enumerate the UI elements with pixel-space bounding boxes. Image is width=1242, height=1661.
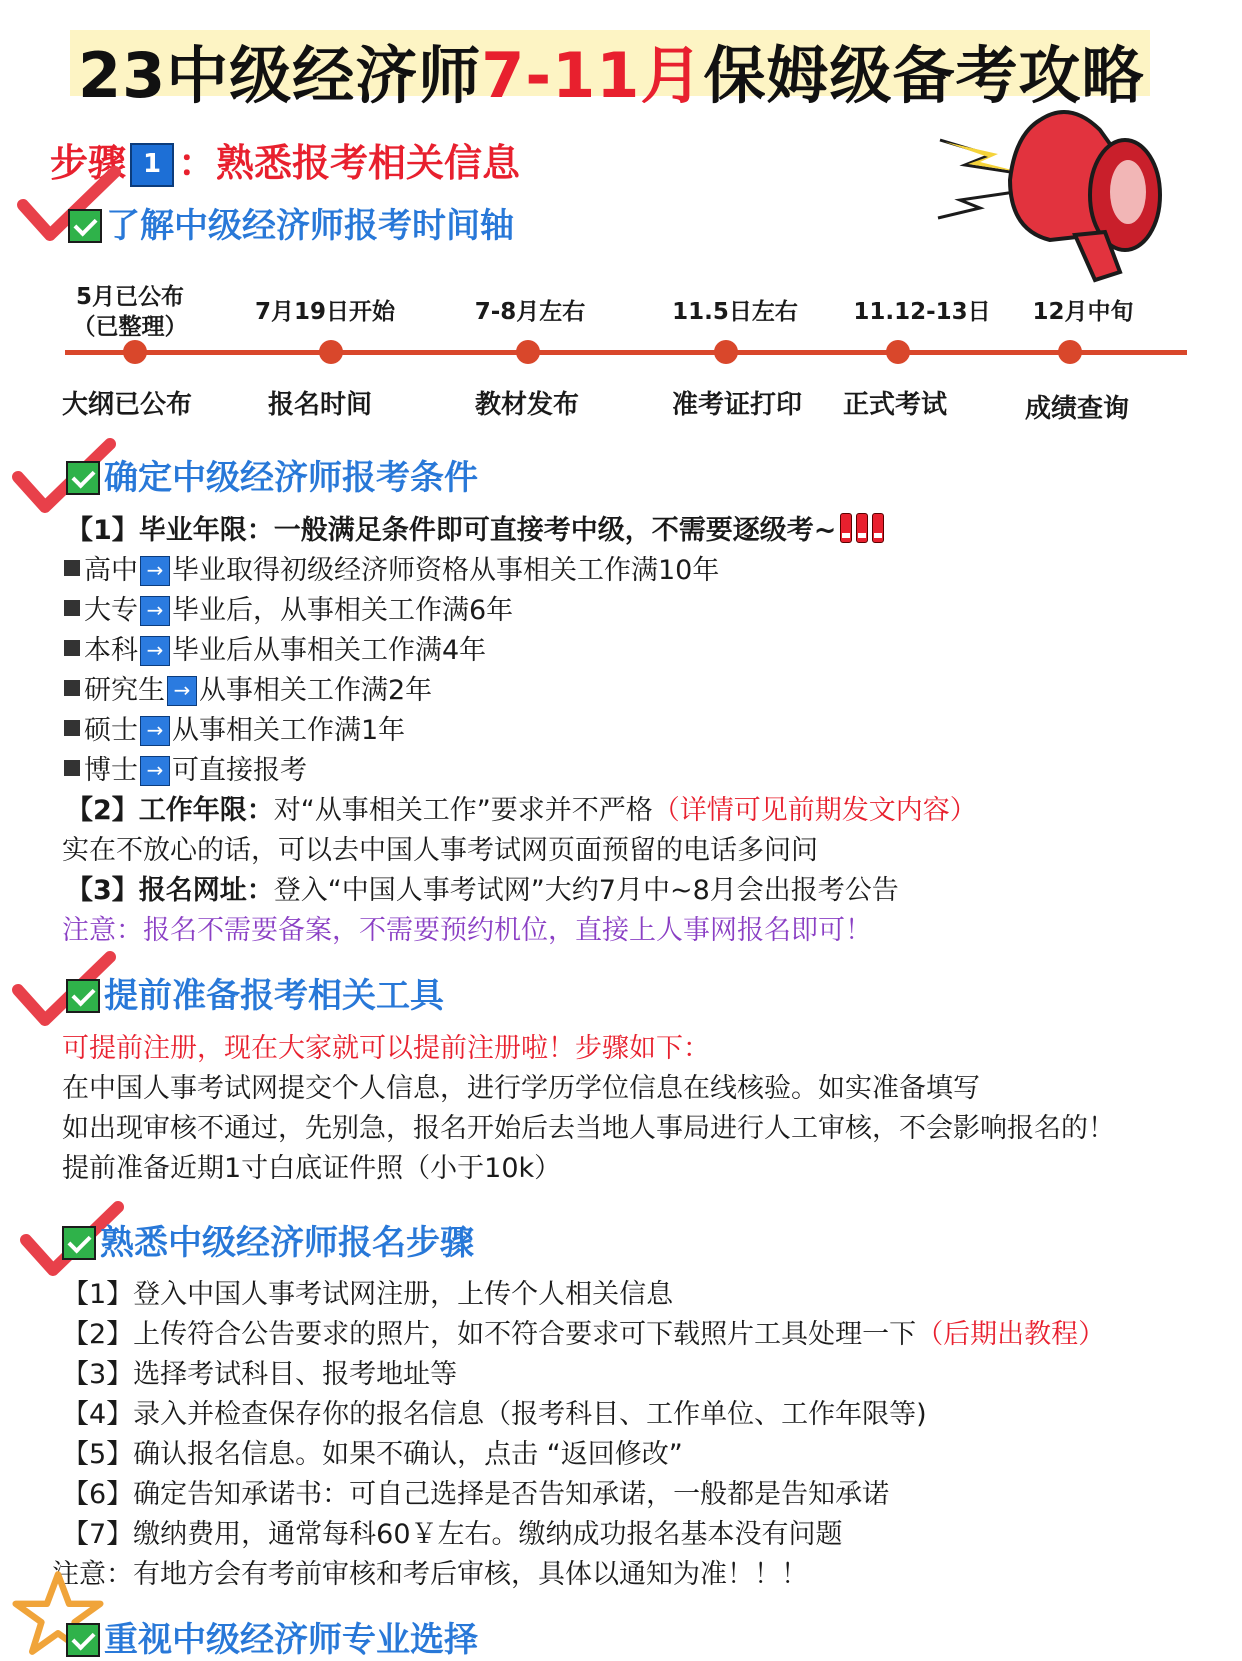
timeline-event: 正式考试 xyxy=(843,390,948,420)
check-icon xyxy=(66,979,100,1013)
signup-step: 【3】选择考试科目、报考地址等 xyxy=(62,1359,458,1390)
condition-item-2-detail: 实在不放心的话，可以去中国人事考试网页面预留的电话多问问 xyxy=(62,835,818,866)
education-row: 本科 → 毕业后从事相关工作满4年 xyxy=(64,632,486,670)
arrow-right-icon: → xyxy=(140,756,170,786)
tools-register-note: 可提前注册，现在大家就可以提前注册啦！步骤如下： xyxy=(62,1033,710,1064)
section-heading-conditions: 确定中级经济师报考条件 xyxy=(66,450,478,499)
arrow-right-icon: → xyxy=(140,556,170,586)
exclamation-icon xyxy=(856,513,868,543)
exclamation-icon xyxy=(840,513,852,543)
exclamation-icon xyxy=(872,513,884,543)
signup-step: 【2】上传符合公告要求的照片，如不符合要求可下载照片工具处理一下（后期出教程） xyxy=(62,1319,1106,1350)
megaphone-icon xyxy=(920,100,1220,290)
education-row: 博士 → 可直接报考 xyxy=(64,752,307,790)
arrow-right-icon: → xyxy=(140,636,170,666)
timeline-event: 大纲已公布 xyxy=(62,390,193,420)
tools-line: 在中国人事考试网提交个人信息，进行学历学位信息在线核验。如实准备填写 xyxy=(62,1073,980,1104)
education-row: 硕士 → 从事相关工作满1年 xyxy=(64,712,405,750)
arrow-right-icon: → xyxy=(140,596,170,626)
section-heading-major: 重视中级经济师专业选择 xyxy=(66,1612,478,1661)
condition-item-2: 【2】工作年限：对“从事相关工作”要求并不严格（详情可见前期发文内容） xyxy=(66,795,977,826)
education-row: 研究生 → 从事相关工作满2年 xyxy=(64,672,432,710)
timeline-dot xyxy=(714,340,738,364)
condition-note: 注意：报名不需要备案，不需要预约机位，直接上人事网报名即可！ xyxy=(62,915,872,946)
arrow-right-icon: → xyxy=(167,676,197,706)
arrow-right-icon: → xyxy=(140,716,170,746)
tools-line: 提前准备近期1寸白底证件照（小于10k） xyxy=(62,1153,562,1184)
section-heading-steps: 熟悉中级经济师报名步骤 xyxy=(62,1215,474,1264)
timeline-event: 准考证打印 xyxy=(672,390,803,420)
section-heading-timeline: 了解中级经济师报考时间轴 xyxy=(68,198,514,247)
tools-line: 如出现审核不通过，先别急，报名开始后去当地人事局进行人工审核，不会影响报名的！ xyxy=(62,1113,1115,1144)
timeline-dot xyxy=(516,340,540,364)
condition-item-1: 【1】毕业年限：一般满足条件即可直接考中级，不需要逐级考~ xyxy=(66,512,884,550)
signup-step: 【5】确认报名信息。如果不确认，点击 “返回修改” xyxy=(62,1439,683,1470)
timeline-date-3: 7-8月左右 xyxy=(474,299,586,325)
check-icon xyxy=(62,1226,96,1260)
timeline-date-1: 5月已公布 （已整理） xyxy=(72,284,188,340)
signup-step: 【6】确定告知承诺书：可自己选择是否告知承诺，一般都是告知承诺 xyxy=(62,1479,890,1510)
step-heading: 步骤 1 ：熟悉报考相关信息 xyxy=(50,141,521,185)
education-row: 大专 → 毕业后，从事相关工作满6年 xyxy=(64,592,513,630)
timeline-dot xyxy=(319,340,343,364)
timeline-dot xyxy=(886,340,910,364)
check-icon xyxy=(66,461,100,495)
timeline-date-5: 11.12-13日 xyxy=(853,299,991,325)
signup-step: 【4】录入并检查保存你的报名信息（报考科目、工作单位、工作年限等) xyxy=(62,1399,927,1430)
timeline-date-2: 7月19日开始 xyxy=(254,299,395,325)
signup-step: 【7】缴纳费用，通常每科60￥左右。缴纳成功报名基本没有问题 xyxy=(62,1519,843,1550)
timeline-line xyxy=(65,350,1187,355)
timeline-event: 教材发布 xyxy=(475,390,580,420)
timeline-date-4: 11.5日左右 xyxy=(672,299,798,325)
timeline-event: 成绩查询 xyxy=(1025,394,1130,424)
signup-note: 注意：有地方会有考前审核和考后审核，具体以通知为准！！！ xyxy=(52,1559,808,1590)
timeline-dot xyxy=(1058,340,1082,364)
timeline-dot xyxy=(123,340,147,364)
section-heading-tools: 提前准备报考相关工具 xyxy=(66,968,444,1017)
timeline-date-6: 12月中旬 xyxy=(1032,299,1134,325)
signup-step: 【1】登入中国人事考试网注册，上传个人相关信息 xyxy=(62,1279,674,1310)
check-icon xyxy=(68,209,102,243)
education-row: 高中 → 毕业取得初级经济师资格从事相关工作满10年 xyxy=(64,552,719,590)
check-icon xyxy=(66,1623,100,1657)
condition-item-3: 【3】报名网址：登入“中国人事考试网”大约7月中~8月会出报考公告 xyxy=(66,875,899,906)
page-title: 23中级经济师7-11月保姆级备考攻略 xyxy=(78,39,1145,112)
step-number-badge: 1 xyxy=(130,143,174,187)
timeline-event: 报名时间 xyxy=(268,390,373,420)
